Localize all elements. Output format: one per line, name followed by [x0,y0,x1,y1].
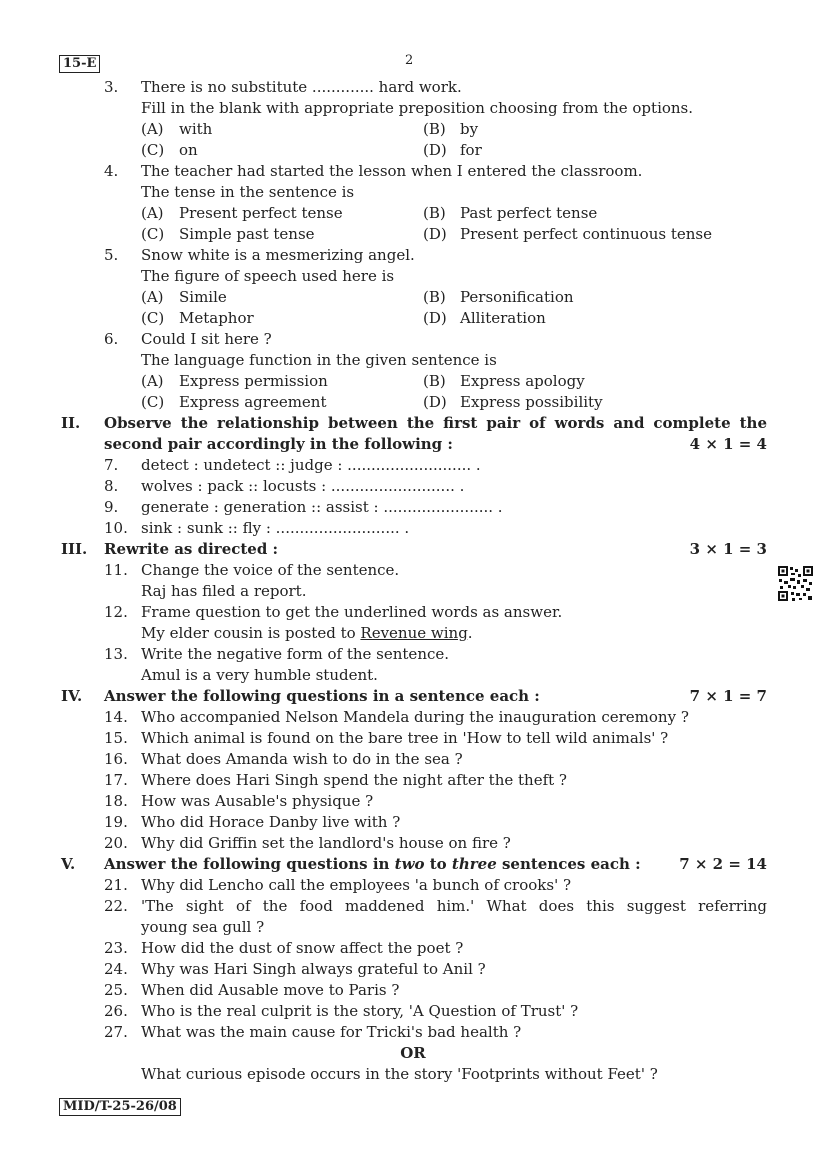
question-19: 19. Who did Horace Danby live with ? [104,813,401,831]
section-5-heading [0,854,826,875]
option-a: (A) Express permission [141,372,328,390]
section-roman-numeral: II. [61,414,81,432]
options-row [0,203,826,224]
section-roman-numeral: III. [61,540,88,558]
section-heading-text: Observe the relationship between the first pair of words and complete the [104,414,767,432]
section-heading-text: Answer the following questions in two to three sentences each : [104,855,641,873]
question-paper-body [0,77,826,1085]
question-text: Could I sit here ? [141,330,272,348]
underlined-words: Revenue wing [360,624,468,642]
section-marks: 7 × 2 = 14 [679,855,767,873]
option-d: (D) Present perfect continuous tense [423,225,712,243]
question-21: 21. Why did Lencho call the employees 'a bunch of crooks' ? [104,876,572,894]
option-c: (C) Metaphor [141,309,254,327]
question-instruction: The figure of speech used here is [141,267,395,285]
option-c: (C) on [141,141,198,159]
question-4 [0,161,826,182]
option-d: (D) for [423,141,482,159]
question-number: 3. [104,78,119,96]
question-22-cont: young sea gull ? [141,918,265,936]
option-b: (B) Personification [423,288,574,306]
option-c: (C) Simple past tense [141,225,315,243]
options-row [0,119,826,140]
question-22: 22. 'The sight of the food maddened him.' What does this suggest referring [104,897,767,915]
question-instruction: Fill in the blank with appropriate preposition choosing from the options. [141,99,694,117]
question-9: 9. generate : generation :: assist : ....................... . [104,498,503,516]
question-10: 10. sink : sunk :: fly : .......................... . [104,519,410,537]
section-heading-text: Answer the following questions in a sentence each : [104,687,540,705]
section-marks: 7 × 1 = 7 [689,687,767,705]
options-row [0,392,826,413]
question-27: 27. What was the main cause for Tricki's bad health ? [104,1023,522,1041]
section-2-heading-cont: second pair accordingly in the following : 4 × 1 = 4 [104,435,767,453]
option-a: (A) with [141,120,213,138]
section-4-heading [0,686,826,707]
question-8: 8. wolves : pack :: locusts : .......................... . [104,477,465,495]
question-20: 20. Why did Griffin set the landlord's house on fire ? [104,834,511,852]
question-16: 16. What does Amanda wish to do in the sea ? [104,750,463,768]
option-a: (A) Present perfect tense [141,204,343,222]
section-roman-numeral: V. [61,855,76,873]
question-14: 14. Who accompanied Nelson Mandela during the inauguration ceremony ? [104,708,689,726]
question-27-alternative: What curious episode occurs in the story 'Footprints without Feet' ? [141,1065,658,1083]
question-5 [0,245,826,266]
question-sub-sentence: Raj has filed a report. [141,582,307,600]
question-sub-sentence: Amul is a very humble student. [141,666,378,684]
option-b: (B) Past perfect tense [423,204,598,222]
options-row [0,287,826,308]
question-23: 23. How did the dust of snow affect the poet ? [104,939,464,957]
option-d: (D) Alliteration [423,309,546,327]
question-26: 26. Who is the real culprit is the story, 'A Question of Trust' ? [104,1002,579,1020]
question-7: 7. detect : undetect :: judge : .......................... . [104,456,481,474]
option-d: (D) Express possibility [423,393,603,411]
question-number: 6. [104,330,119,348]
option-c: (C) Express agreement [141,393,327,411]
question-sub-sentence: My elder cousin is posted to Revenue wing. [141,624,473,642]
options-row [0,308,826,329]
page-number: 2 [405,53,414,68]
section-3-heading [0,539,826,560]
footer-code: MID/T-25-26/08 [59,1098,181,1116]
option-b: (B) by [423,120,479,138]
or-divider: OR [400,1044,426,1062]
question-6 [0,329,826,350]
section-marks: 4 × 1 = 4 [689,435,767,453]
question-instruction: The tense in the sentence is [141,183,355,201]
options-row [0,140,826,161]
options-row [0,224,826,245]
question-11: 11. Change the voice of the sentence. [104,561,400,579]
question-15: 15. Which animal is found on the bare tree in 'How to tell wild animals' ? [104,729,669,747]
question-13: 13. Write the negative form of the sentence. [104,645,450,663]
question-25: 25. When did Ausable move to Paris ? [104,981,400,999]
question-text: Snow white is a mesmerizing angel. [141,246,415,264]
paper-code: 15-E [59,55,100,73]
question-18: 18. How was Ausable's physique ? [104,792,374,810]
section-roman-numeral: IV. [61,687,83,705]
option-b: (B) Express apology [423,372,585,390]
section-2-heading [0,413,826,434]
question-number: 4. [104,162,119,180]
section-heading-text: Rewrite as directed : [104,540,279,558]
question-3 [0,77,826,98]
question-17: 17. Where does Hari Singh spend the night after the theft ? [104,771,567,789]
question-instruction: The language function in the given sentence is [141,351,497,369]
option-a: (A) Simile [141,288,227,306]
question-text: The teacher had started the lesson when I entered the classroom. [141,162,643,180]
question-12: 12. Frame question to get the underlined words as answer. [104,603,563,621]
section-marks: 3 × 1 = 3 [689,540,767,558]
question-text: There is no substitute ............. hard work. [141,78,462,96]
question-number: 5. [104,246,119,264]
options-row [0,371,826,392]
question-24: 24. Why was Hari Singh always grateful to Anil ? [104,960,486,978]
